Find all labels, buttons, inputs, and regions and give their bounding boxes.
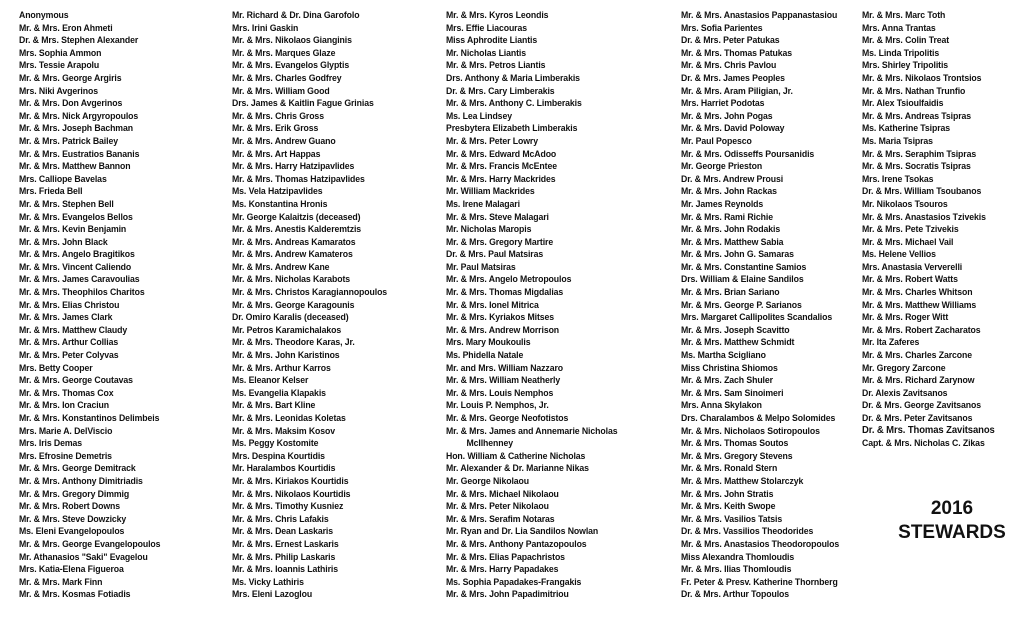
steward-name: Mr. & Mrs. Robert Zacharatos	[862, 323, 981, 335]
steward-name: Mr. & Mrs. Erik Gross	[232, 122, 319, 134]
steward-name: Mr. Nicholas Liantis	[446, 46, 527, 58]
steward-name: Mr. & Mrs. Ioannis Lathiris	[232, 563, 339, 575]
steward-name: Mr. & Mrs. George P. Sarianos	[681, 298, 802, 310]
steward-name: Mrs. Efrosine Demetris	[19, 449, 112, 461]
steward-name: Mrs. Harriet Podotas	[681, 97, 765, 109]
steward-name: Mr. & Mrs. John Rodakis	[681, 223, 781, 235]
steward-name: Mrs. Anna Skylakon	[681, 399, 762, 411]
steward-name: Mr. Petros Karamichalakos	[232, 323, 342, 335]
steward-name: Ms. Lea Lindsey	[446, 109, 512, 121]
steward-name: Mr. & Mrs. George Karagounis	[232, 298, 355, 310]
steward-name: Mr. & Mrs. Vincent Caliendo	[19, 260, 132, 272]
steward-name: Mr. & Mrs. Anastasios Tzivekis	[862, 210, 986, 222]
steward-name: Mr. Paul Popesco	[681, 134, 752, 146]
names-column-5	[862, 9, 1005, 450]
steward-name: Mr. Athanasios "Saki" Evagelou	[19, 550, 148, 562]
steward-name: Mr. & Mrs. Zach Shuler	[681, 374, 773, 386]
steward-name: Mr. & Mrs. Aram Piligian, Jr.	[681, 84, 793, 96]
steward-name: Mr. & Mrs. Anthony Pantazopoulos	[446, 537, 587, 549]
steward-name: Mr. & Mrs. Charles Godfrey	[232, 71, 342, 83]
steward-name: Ms. Irene Malagari	[446, 197, 520, 209]
steward-name: Mr. & Mrs. Rami Richie	[681, 210, 773, 222]
steward-name: Mr. & Mrs. James and Annemarie Nicholas	[446, 424, 618, 436]
steward-name: Mr. & Mrs. Harry Mackrides	[446, 172, 556, 184]
steward-name: Mr. & Mrs. Andrew Kamateros	[232, 248, 353, 260]
steward-name: Drs. Anthony & Maria Limberakis	[446, 71, 580, 83]
steward-name: Mr. & Mrs. Mark Finn	[19, 575, 103, 587]
steward-name: Mr. & Mrs. Art Happas	[232, 147, 321, 159]
steward-name: Mr. and Mrs. William Nazzaro	[446, 361, 563, 373]
steward-name: Mr. & Mrs. Matthew Claudy	[19, 323, 128, 335]
steward-name: Mr. & Mrs. Nikolaos Trontsios	[862, 71, 982, 83]
steward-name: Mr. & Mrs. Evangelos Glyptis	[232, 59, 350, 71]
steward-name: Mr. & Mrs. Gregory Martire	[446, 235, 554, 247]
steward-name: Mr. & Mrs. William Good	[232, 84, 330, 96]
steward-name: Mr. George Kalaitzis (deceased)	[232, 210, 361, 222]
steward-name: Mr. & Mrs. Sam Sinoimeri	[681, 386, 784, 398]
steward-name: Mr. & Mrs. Andrew Guano	[232, 134, 336, 146]
stewards-heading	[888, 497, 1016, 545]
steward-name: Mr. & Mrs. James Caravoulias	[19, 273, 140, 285]
steward-name: Mr. & Mrs. Michael Nikolaou	[446, 487, 559, 499]
steward-name: Mr. & Mrs. Christos Karagiannopoulos	[232, 286, 388, 298]
steward-name: Dr. & Mrs. William Tsoubanos	[862, 185, 982, 197]
steward-name: Mr. & Mrs. Angelo Bragitikos	[19, 248, 135, 260]
steward-name: Mr. & Mrs. Anastasios Theodoropoulos	[681, 537, 840, 549]
steward-name: Mr. & Mrs. William Neatherly	[446, 374, 561, 386]
steward-name: Ms. Konstantina Hronis	[232, 197, 328, 209]
steward-name: Dr. & Mrs. George Zavitsanos	[862, 399, 982, 411]
steward-name: Mrs. Shirley Tripolitis	[862, 59, 949, 71]
steward-name: Mr. & Mrs. Petros Liantis	[446, 59, 546, 71]
steward-name: Dr. & Mrs. Arthur Topoulos	[681, 588, 790, 600]
steward-name: Mr. & Mrs. Brian Sariano	[681, 286, 780, 298]
steward-name: Ms. Martha Scigliano	[681, 349, 766, 361]
steward-name: Mrs. Margaret Callipolites Scandalios	[681, 311, 833, 323]
steward-name: Mr. & Mrs. Edward McAdoo	[446, 147, 557, 159]
steward-name: Mr. & Mrs. Andrew Morrison	[446, 323, 560, 335]
steward-name: Dr. & Mrs. Stephen Alexander	[19, 34, 139, 46]
steward-name: Mr. & Mrs. Angelo Metropoulos	[446, 273, 572, 285]
steward-name: Ms. Peggy Kostomite	[232, 437, 319, 449]
steward-name: Mr. & Mrs. Arthur Karros	[232, 361, 331, 373]
steward-name: Mr. Alexander & Dr. Marianne Nikas	[446, 462, 589, 474]
steward-name: Mr. & Mrs. Peter Colyvas	[19, 349, 119, 361]
steward-name: Ms. Vicky Lathiris	[232, 575, 304, 587]
steward-name: Mr. & Mrs. Charles Zarcone	[862, 349, 973, 361]
steward-name: Mr. & Mrs. Harry Hatzipavlides	[232, 160, 355, 172]
steward-name: Mr. & Mrs. Pete Tzivekis	[862, 223, 959, 235]
steward-name: Miss Aphrodite Liantis	[446, 34, 538, 46]
steward-name: Miss Alexandra Thomloudis	[681, 550, 795, 562]
steward-name: Mrs. Irene Tsokas	[862, 172, 934, 184]
steward-name: Mr. Nicholas Maropis	[446, 223, 532, 235]
steward-name: Mr. & Mrs. Nick Argyropoulos	[19, 109, 139, 121]
steward-name: Mr. Louis P. Nemphos, Jr.	[446, 399, 549, 411]
steward-name: Mr. & Mrs. Ilias Thomloudis	[681, 563, 792, 575]
steward-name: Dr. & Mrs. Peter Patukas	[681, 34, 780, 46]
steward-name: Mr. & Mrs. Robert Watts	[862, 273, 958, 285]
steward-name: Ms. Helene Vellios	[862, 248, 936, 260]
steward-name: Ms. Eleanor Kelser	[232, 374, 309, 386]
steward-name: Mrs. Calliope Bavelas	[19, 172, 107, 184]
steward-name: Mr. Alex Tsioulfaidis	[862, 97, 944, 109]
steward-name: Miss Christina Shiomos	[681, 361, 778, 373]
steward-name: Mrs. Tessie Arapolu	[19, 59, 100, 71]
steward-name: Mr. & Mrs. Steve Malagari	[446, 210, 549, 222]
steward-name: Mr. & Mrs. Joseph Scavitto	[681, 323, 790, 335]
steward-name: Mr. Paul Matsiras	[446, 260, 516, 272]
steward-name: Mr. & Mrs. George Coutavas	[19, 374, 133, 386]
steward-name: Mr. & Mrs. Eron Ahmeti	[19, 21, 113, 33]
steward-name: Mr. & Mrs. Gregory Dimmig	[19, 487, 130, 499]
steward-name: Mr. & Mrs. Matthew Bannon	[19, 160, 131, 172]
steward-name: Mr. & Mrs. Ronald Stern	[681, 462, 778, 474]
steward-name: Mrs. Anastasia Ververelli	[862, 260, 963, 272]
steward-name: Mr. & Mrs. James Clark	[19, 311, 113, 323]
steward-name: Drs. James & Kaitlin Fague Grinias	[232, 97, 374, 109]
steward-name: Mr. Haralambos Kourtidis	[232, 462, 336, 474]
steward-name: Mr. & Mrs. Thomas Cox	[19, 386, 114, 398]
steward-name: Mrs. Niki Avgerinos	[19, 84, 98, 96]
steward-name: Mr. & Mrs. Philip Laskaris	[232, 550, 336, 562]
steward-name: Mr. Richard & Dr. Dina Garofolo	[232, 9, 360, 20]
steward-name: Mrs. Sofia Parientes	[681, 21, 763, 33]
steward-name: Mrs. Effie Liacouras	[446, 21, 527, 33]
steward-name: Mr. & Mrs. Vasilios Tatsis	[681, 512, 783, 524]
steward-name: Mrs. Mary Moukoulis	[446, 336, 531, 348]
steward-name: Mr. & Mrs. Elias Papachristos	[446, 550, 565, 562]
steward-name: Ms. Katherine Tsipras	[862, 122, 951, 134]
steward-name: Mr. & Mrs. Nikolaos Kourtidis	[232, 487, 351, 499]
steward-name: Mr. & Mrs. Peter Nikolaou	[446, 500, 549, 512]
steward-name: Mr. & Mrs. Andreas Kamaratos	[232, 235, 356, 247]
steward-name: Mr. Nikolaos Tsouros	[862, 197, 948, 209]
steward-name: Mr. & Mrs. Steve Dowzicky	[19, 512, 127, 524]
steward-name: Mrs. Irini Gaskin	[232, 21, 299, 33]
steward-name: McIlhenney	[466, 437, 514, 449]
steward-name: Ms. Phidella Natale	[446, 349, 524, 361]
steward-name: Mr. & Mrs. Gregory Stevens	[681, 449, 793, 461]
steward-name: Mr. & Mrs. Chris Gross	[232, 109, 324, 121]
steward-name: Mr. & Mrs. Seraphim Tsipras	[862, 147, 977, 159]
steward-name: Fr. Peter & Presv. Katherine Thornberg	[681, 575, 838, 587]
steward-name: Mr. & Mrs. John Rackas	[681, 185, 777, 197]
steward-name: Mr. & Mrs. Theodore Karas, Jr.	[232, 336, 355, 348]
steward-name: Mr. Ita Zaferes	[862, 336, 920, 348]
steward-name: Dr. & Mrs. James Peoples	[681, 71, 785, 83]
steward-name: Mr. & Mrs. Charles Whitson	[862, 286, 973, 298]
steward-name: Mr. & Mrs. Matthew Stolarczyk	[681, 474, 804, 486]
steward-name: Ms. Vela Hatzipavlides	[232, 185, 323, 197]
steward-name: Mr. Gregory Zarcone	[862, 361, 946, 373]
steward-name: Dr. & Mrs. Peter Zavitsanos	[862, 412, 973, 423]
steward-name: Mr. & Mrs. Nicholas Karabots	[232, 273, 351, 285]
steward-name: Mr. & Mrs. Maksim Kosov	[232, 424, 336, 436]
steward-name: Mr. & Mrs. Evangelos Bellos	[19, 210, 133, 222]
steward-name: Hon. William & Catherine Nicholas	[446, 449, 586, 461]
steward-name: Drs. Charalambos & Melpo Solomides	[681, 412, 836, 423]
steward-name: Dr. & Mrs. Thomas Zavitsanos	[862, 424, 995, 436]
steward-name: Mr. & Mrs. Kyriakos Mitses	[446, 311, 555, 323]
steward-name: Mr. & Mrs. Anestis Kalderemtzis	[232, 223, 362, 235]
steward-name: Mrs. Anna Trantas	[862, 21, 936, 33]
steward-name: Mr. & Mrs. Arthur Collias	[19, 336, 119, 348]
steward-name: Mrs. Marie A. DelViscio	[19, 424, 113, 436]
steward-name: Dr. Alexis Zavitsanos	[862, 386, 948, 398]
steward-name: Mr. & Mrs. Marques Glaze	[232, 46, 336, 58]
steward-name: Anonymous	[19, 9, 69, 20]
steward-name: Mr. & Mrs. Don Avgerinos	[19, 97, 123, 109]
steward-name: Mr. & Mrs. Leonidas Koletas	[232, 412, 346, 423]
steward-name: Mr. & Mrs. Francis McEntee	[446, 160, 557, 172]
steward-name: Mr. & Mrs. John Stratis	[681, 487, 774, 499]
steward-name: Mrs. Frieda Bell	[19, 185, 83, 197]
heading-label: STEWARDS	[898, 522, 1006, 543]
steward-name: Mrs. Betty Cooper	[19, 361, 93, 373]
steward-name: Mr. & Mrs. Kiriakos Kourtidis	[232, 474, 349, 486]
steward-name: Mr. & Mrs. Theophilos Charitos	[19, 286, 145, 298]
steward-name: Ms. Eleni Evangelopoulos	[19, 525, 125, 537]
steward-name: Mr. & Mrs. John Pogas	[681, 109, 773, 121]
steward-name: Mr. & Mrs. Anthony C. Limberakis	[446, 97, 582, 109]
steward-name: Mr. & Mrs. Thomas Soutos	[681, 437, 789, 449]
steward-name: Mr. & Mrs. Andrew Kane	[232, 260, 330, 272]
steward-name: Mr. & Mrs. George Neofotistos	[446, 412, 569, 423]
steward-name: Mr. & Mrs. Kyros Leondis	[446, 9, 549, 20]
steward-name: Mr. & Mrs. Constantine Samios	[681, 260, 807, 272]
steward-name: Mr. & Mrs. Matthew Williams	[862, 298, 977, 310]
steward-name: Mr. & Mrs. Nathan Trunfio	[862, 84, 966, 96]
steward-name: Mr. & Mrs. Chris Pavlou	[681, 59, 777, 71]
steward-name: Dr. & Mrs. Andrew Prousi	[681, 172, 784, 184]
steward-name: Mr. & Mrs. Thomas Patukas	[681, 46, 793, 58]
steward-name: Mr. & Mrs. Serafim Notaras	[446, 512, 555, 524]
steward-name: Mr. & Mrs. Ernest Laskaris	[232, 537, 339, 549]
steward-name: Dr. & Mrs. Cary Limberakis	[446, 84, 555, 96]
steward-name: Mr. & Mrs. Marc Toth	[862, 9, 946, 20]
steward-name: Mr. & Mrs. John Black	[19, 235, 108, 247]
steward-name: Mr. & Mrs. John Karistinos	[232, 349, 340, 361]
steward-name: Mr. William Mackrides	[446, 185, 535, 197]
steward-name: Mr. & Mrs. Nicholaos Sotiropoulos	[681, 424, 820, 436]
steward-name: Mr. & Mrs. Konstantinos Delimbeis	[19, 412, 160, 423]
steward-name: Mr. & Mrs. Chris Lafakis	[232, 512, 329, 524]
steward-name: Capt. & Mrs. Nicholas C. Zikas	[862, 437, 985, 449]
names-column-2	[232, 9, 399, 601]
steward-name: Mr. & Mrs. Matthew Sabia	[681, 235, 784, 247]
steward-name: Mr. & Mrs. George Demitrack	[19, 462, 136, 474]
steward-name: Presbytera Elizabeth Limberakis	[446, 122, 578, 134]
steward-name: Mr. & Mrs. Richard Zarynow	[862, 374, 975, 386]
steward-name: Mr. & Mrs. Anthony Dimitriadis	[19, 474, 143, 486]
steward-name: Dr. Omiro Karalis (deceased)	[232, 311, 349, 323]
steward-name: Dr. & Mrs. Vassilios Theodorides	[681, 525, 814, 537]
steward-name: Mr. & Mrs. Anastasios Pappanastasiou	[681, 9, 838, 20]
steward-name: Mr. & Mrs. Michael Vail	[862, 235, 954, 247]
steward-name: Mrs. Despina Kourtidis	[232, 449, 325, 461]
steward-name: Mrs. Sophia Ammon	[19, 46, 102, 58]
steward-name: Mr. & Mrs. Nikolaos Gianginis	[232, 34, 352, 46]
steward-name: Mrs. Eleni Lazoglou	[232, 588, 313, 600]
names-column-3	[446, 9, 630, 601]
steward-name: Mr. & Mrs. Eustratios Bananis	[19, 147, 140, 159]
steward-name: Mr. & Mrs. Ionel Mitrica	[446, 298, 539, 310]
heading-year: 2016	[930, 498, 974, 519]
steward-name: Mr. & Mrs. Roger Witt	[862, 311, 949, 323]
steward-name: Mr. & Mrs. George Evangelopoulos	[19, 537, 161, 549]
steward-name: Mr. & Mrs. John Papadimitriou	[446, 588, 569, 600]
steward-name: Mr. & Mrs. Ion Craciun	[19, 399, 110, 411]
names-column-1	[19, 9, 171, 601]
steward-name: Ms. Sophia Papadakes-Frangakis	[446, 575, 582, 587]
steward-name: Mr. & Mrs. Keith Swope	[681, 500, 776, 512]
steward-name: Mr. & Mrs. Peter Lowry	[446, 134, 538, 146]
steward-name: Mr. & Mrs. Patrick Bailey	[19, 134, 118, 146]
steward-name: Mr. & Mrs. George Argiris	[19, 71, 122, 83]
steward-name: Mr. Ryan and Dr. Lia Sandilos Nowlan	[446, 525, 599, 537]
steward-name: Mr. & Mrs. Robert Downs	[19, 500, 121, 512]
steward-name: Ms. Linda Tripolitis	[862, 46, 940, 58]
steward-name: Mr. & Mrs. David Poloway	[681, 122, 785, 134]
steward-name: Drs. William & Elaine Sandilos	[681, 273, 804, 285]
steward-name: Mr. & Mrs. Thomas Hatzipavlides	[232, 172, 365, 184]
steward-name: Mr. George Nikolaou	[446, 474, 530, 486]
steward-name: Mr. & Mrs. Thomas Migdalias	[446, 286, 564, 298]
steward-name: Mr. & Mrs. Kosmas Fotiadis	[19, 588, 131, 600]
steward-name: Dr. & Mrs. Paul Matsiras	[446, 248, 544, 260]
steward-name: Ms. Maria Tsipras	[862, 134, 933, 146]
steward-name: Mr. & Mrs. Colin Treat	[862, 34, 950, 46]
steward-name: Mr. & Mrs. Bart Kline	[232, 399, 316, 411]
steward-name: Mr. James Reynolds	[681, 197, 764, 209]
steward-name: Mr. & Mrs. Louis Nemphos	[446, 386, 554, 398]
steward-name: Mr. & Mrs. Kevin Benjamin	[19, 223, 127, 235]
steward-name: Mr. & Mrs. Joseph Bachman	[19, 122, 133, 134]
steward-name: Mr. & Mrs. Elias Christou	[19, 298, 120, 310]
steward-name: Mr. & Mrs. Timothy Kusniez	[232, 500, 344, 512]
steward-name: Mr. & Mrs. Andreas Tsipras	[862, 109, 972, 121]
steward-name: Mrs. Iris Demas	[19, 437, 83, 449]
steward-name: Mr. & Mrs. Stephen Bell	[19, 197, 114, 209]
steward-name: Mr. & Mrs. Dean Laskaris	[232, 525, 333, 537]
steward-name: Mrs. Katia-Elena Figueroa	[19, 563, 124, 575]
steward-name: Mr. George Prieston	[681, 160, 763, 172]
steward-name: Ms. Evangelia Klapakis	[232, 386, 326, 398]
steward-name: Mr. & Mrs. Socratis Tsipras	[862, 160, 971, 172]
steward-name: Mr. & Mrs. John G. Samaras	[681, 248, 794, 260]
steward-name: Mr. & Mrs. Odisseffs Poursanidis	[681, 147, 815, 159]
steward-name: Mr. & Mrs. Matthew Schmidt	[681, 336, 795, 348]
steward-name: Mr. & Mrs. Harry Papadakes	[446, 563, 559, 575]
names-column-4	[681, 9, 851, 601]
